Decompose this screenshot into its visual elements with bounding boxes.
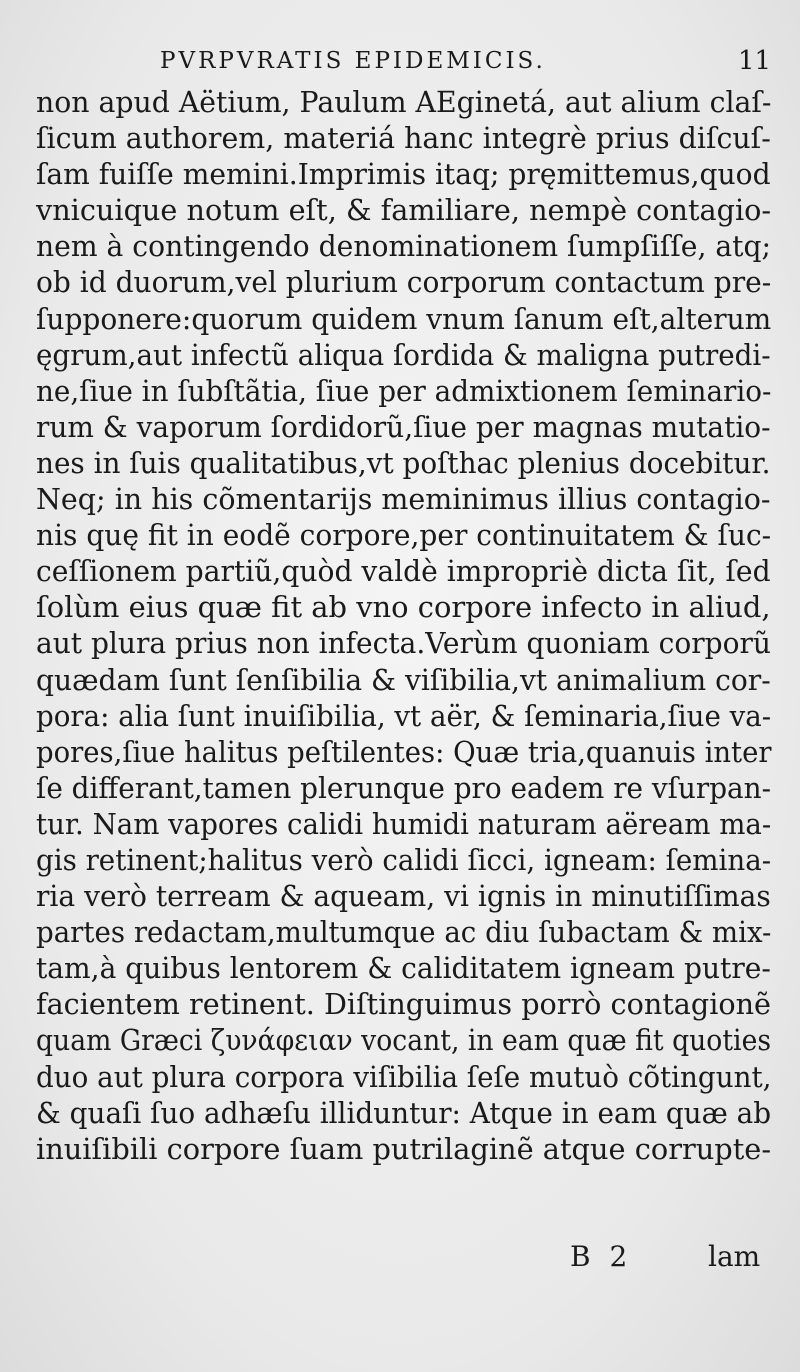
text-line: ceſſionem partiũ,quòd valdè impropriè dicta ſit, ſed [36,554,771,589]
signature-mark: B 2 [570,1240,628,1273]
running-title: PVRPVRATIS EPIDEMICIS. [160,48,546,74]
catchword: lam [708,1240,761,1273]
text-line: ſam fuiſſe memini.Imprimis itaq; pręmittemus,quod [36,157,771,192]
text-line: ria verò terream & aqueam, vi ignis in minutiſſimas [36,879,771,914]
text-line: ęgrum,aut infectũ aliqua ſordida & maligna putredi- [36,337,771,372]
text-line: ſe differant,tamen plerunque pro eadem re vſurpan- [36,770,772,805]
text-line: pora: alia ſunt inuiſibilia, vt aër, & ſeminaria,ſiue va- [36,698,772,733]
page-number: 11 [738,46,772,76]
page-header [0,44,800,84]
text-line: nes in ſuis qualitatibus,vt poſthac plenius docebitur. [36,445,771,480]
text-line: Neq; in his cõmentarijs meminimus illius contagio- [36,482,771,517]
text-line: tam,à quibus lentorem & caliditatem igneam putre- [36,951,771,986]
text-line: vnicuique notum eſt, & familiare, nempè contagio- [36,193,772,228]
text-line: quam Græci ζυνάφειαν vocant, in eam quæ fit quoties [36,1023,772,1058]
text-line: ſicum authorem, materiá hanc integrè prius diſcuſ- [36,121,771,156]
text-line: quædam ſunt ſenſibilia & viſibilia,vt animalium cor- [36,662,771,697]
text-line: nis quę fit in eodẽ corpore,per continuitatem & ſuc- [36,518,772,553]
text-line: duo aut plura corpora viſibilia ſeſe mutuò cõtingunt, [36,1059,772,1094]
text-line: partes redactam,multumque ac diu ſubactam & mix- [36,915,772,950]
text-line: ſupponere:quorum quidem vnum ſanum eſt,alterum [36,301,772,336]
text-line: nem à contingendo denominationem ſumpſiſſe, atq; [36,229,772,264]
text-line: facientem retinent. Diſtinguimus porrò contagionẽ [36,987,772,1022]
page-footer [0,1240,800,1280]
text-line: inuiſibili corpore ſuam putrilaginẽ atque corrupte- [36,1131,772,1166]
text-line: tur. Nam vapores calidi humidi naturam aëream ma- [36,806,772,841]
text-line: gis retinent;halitus verò calidi ſicci, igneam: ſemina- [36,842,772,877]
text-line: pores,ſiue halitus peſtilentes: Quæ tria,quanuis inter [36,734,772,769]
body-text [36,84,771,1167]
text-line: ſolùm eius quæ fit ab vno corpore infecto in aliud, [36,590,771,625]
text-line: rum & vaporum ſordidorũ,ſiue per magnas mutatio- [36,409,771,444]
text-line: aut plura prius non infecta.Verùm quoniam corporũ [36,626,771,661]
text-line: ne,ſiue in ſubſtãtia, ſiue per admixtionem ſeminario- [36,373,772,408]
text-line: ob id duorum,vel plurium corporum contactum pre- [36,265,772,300]
text-line: non apud Aëtium, Paulum AEginetá, aut alium claſ- [36,85,772,119]
text-line: & quaſi ſuo adhæſu illiduntur: Atque in eam quæ ab [36,1095,772,1130]
